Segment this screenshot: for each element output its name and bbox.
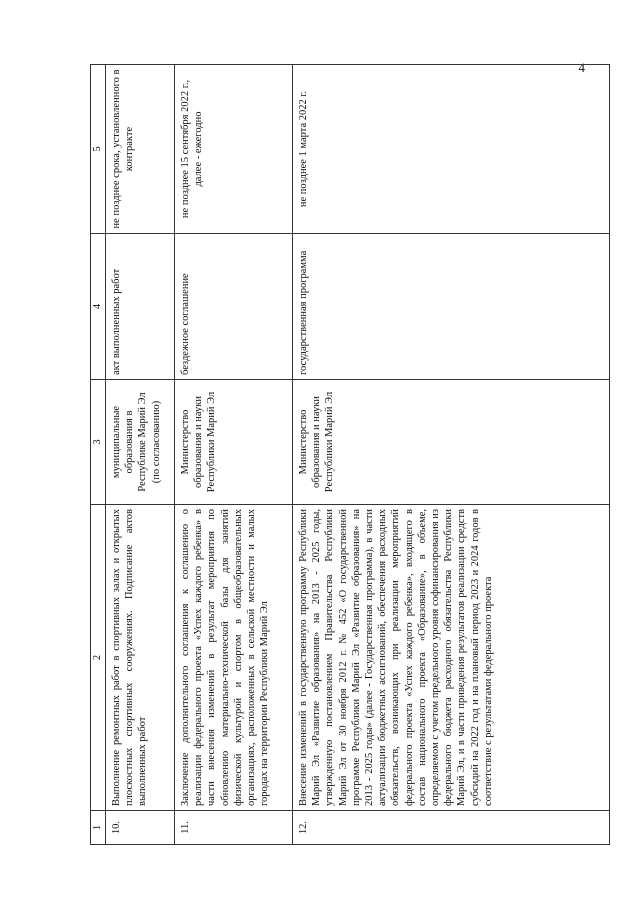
row-executor: Министерство образования и науки Республики Марий Эл: [293, 380, 610, 505]
row-document: акт выполненных работ: [106, 234, 175, 380]
row-document: бездежное соглашение: [175, 234, 293, 380]
rotated-table-wrapper: [90, 65, 610, 845]
page-number: 4: [578, 60, 585, 75]
table-row: [106, 65, 175, 845]
row-deadline: не позднее 1 марта 2022 г.: [293, 65, 610, 234]
row-action: Заключение дополнительного соглашения к соглашению о реализации федерального проекта «Успех каждого ребенка» в части внесения изменений в результат мероприятия по обновлению материально-технической базы для занятий физической культурой и спортом в общеобразовательных организациях, расположенных в сельской местности и малых городах на территории Республики Марий Эл: [175, 505, 293, 811]
header-col-4: 4: [91, 234, 106, 380]
row-executor: муниципальные образования в Республике Марий Эл (по согласованию): [106, 380, 175, 505]
row-action: Внесение изменений в государственную программу Республики Марий Эл «Развитие образования» на 2013 - 2025 годы, утвержденную постановлением Правительства Республики Марий Эл от 30 ноября 2012 г. № 452 «О государственной программе Республики Марий Эл «Развитие образования» на 2013 - 2025 годы» (далее - Государственная программа), в части актуализации бюджетных ассигнований, обеспечения расходных обязательств, возникающих при реализации мероприятий федерального проекта «Успех каждого ребенка», входящего в состав национального проекта «Образование», в объеме, определяемом с учетом предельного уровня софинансирования из федерального бюджета расходного обязательства Республики Марий Эл, и в части приведения результатов реализации средств субсидий на 2022 год и на плановый период 2023 и 2024 годов в соответствие с результатами федерального проекта: [293, 505, 610, 811]
row-deadline: не позднее срока, установленного в контракте: [106, 65, 175, 234]
row-number: 11.: [175, 811, 293, 845]
row-action: Выполнение ремонтных работ в спортивных залах и открытых плоскостных спортивных сооружениях. Подписание актов выполненных работ: [106, 505, 175, 811]
header-row: [91, 65, 106, 845]
row-executor: Министерство образования и науки Республики Марий Эл: [175, 380, 293, 505]
row-number: 12.: [293, 811, 610, 845]
header-col-1: 1: [91, 811, 106, 845]
action-plan-table: [90, 64, 610, 845]
table-row: [175, 65, 293, 845]
header-col-5: 5: [91, 65, 106, 234]
table-row: [293, 65, 610, 845]
row-number: 10.: [106, 811, 175, 845]
row-deadline: не позднее 15 сентября 2022 г., далее - ежегодно: [175, 65, 293, 234]
row-document: государственная программа: [293, 234, 610, 380]
header-col-2: 2: [91, 505, 106, 811]
header-col-3: 3: [91, 380, 106, 505]
